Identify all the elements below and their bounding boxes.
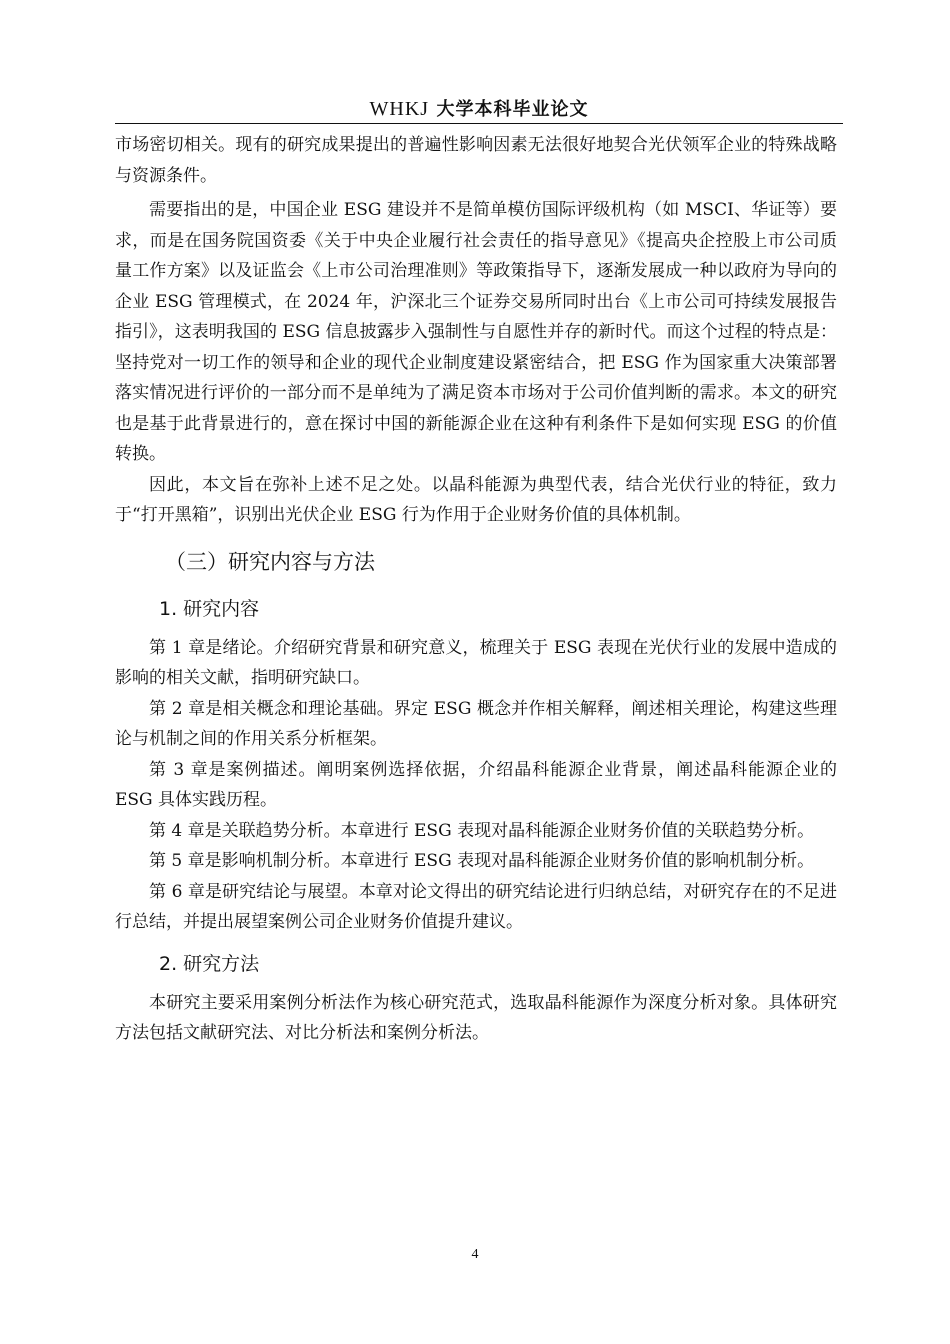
header-code: WHKJ <box>369 98 430 120</box>
subsection-heading-content: 1. 研究内容 <box>159 597 260 620</box>
chapter-item: 第 3 章是案例描述。阐明案例选择依据，介绍晶科能源企业背景，阐述晶科能源企业的 ESG 具体实践历程。 <box>115 759 837 810</box>
chapter-item: 第 4 章是关联趋势分析。本章进行 ESG 表现对晶科能源企业财务价值的关联趋势分析。 <box>149 820 815 841</box>
paragraph-methods: 本研究主要采用案例分析法作为核心研究范式，选取晶科能源作为深度分析对象。具体研究方法包括文献研究法、对比分析法和案例分析法。 <box>115 992 837 1043</box>
chapter-item: 第 2 章是相关概念和理论基础。界定 ESG 概念并作相关解释，阐述相关理论，构建这些理论与机制之间的作用关系分析框架。 <box>115 698 837 749</box>
paragraph-continued: 市场密切相关。现有的研究成果提出的普遍性影响因素无法很好地契合光伏领军企业的特殊战略与资源条件。 <box>115 135 837 186</box>
running-header <box>115 94 843 124</box>
paragraph-research-aim: 因此，本文旨在弥补上述不足之处。以晶科能源为典型代表，结合光伏行业的特征，致力于“打开黑箱”，识别出光伏企业 ESG 行为作用于企业财务价值的具体机制。 <box>115 474 837 525</box>
page-number: 4 <box>471 1247 479 1262</box>
chapter-item: 第 6 章是研究结论与展望。本章对论文得出的研究结论进行归纳总结，对研究存在的不足进行总结，并提出展望案例公司企业财务价值提升建议。 <box>115 881 837 932</box>
section-heading-content-methods: （三）研究内容与方法 <box>165 549 375 574</box>
header-rule <box>115 123 843 124</box>
subsection-heading-methods: 2. 研究方法 <box>159 952 260 975</box>
body-text <box>115 130 837 1049</box>
header-title: 大学本科毕业论文 <box>436 99 589 120</box>
chapter-item: 第 1 章是绪论。介绍研究背景和研究意义，梳理关于 ESG 表现在光伏行业的发展中造成的影响的相关文献，指明研究缺口。 <box>115 637 837 688</box>
paragraph-esg-policy: 需要指出的是，中国企业 ESG 建设并不是简单模仿国际评级机构（如 MSCI、华证等）要求，而是在国务院国资委《关于中央企业履行社会责任的指导意见》《提高央企控股上市公司质量工作方案》以及证监会《上市公司治理准则》等政策指导下，逐渐发展成一种以政府为导向的企业 ESG 管理模式，在 2024 年，沪深北三个证券交易所同时出台《上市公司可持续发展报告指引》，这表明我国的 ESG 信息披露步入强制性与自愿性并存的新时代。而这个过程的特点是：坚持党对一切工作的领导和企业的现代企业制度建设紧密结合，把 ESG 作为国家重大决策部署落实情况进行评价的一部分而不是单纯为了满足资本市场对于公司价值判断的需求。本文的研究也是基于此背景进行的，意在探讨中国的新能源企业在这种有利条件下是如何实现 ESG 的价值转换。 <box>115 200 837 464</box>
chapter-item: 第 5 章是影响机制分析。本章进行 ESG 表现对晶科能源企业财务价值的影响机制分析。 <box>149 851 815 871</box>
